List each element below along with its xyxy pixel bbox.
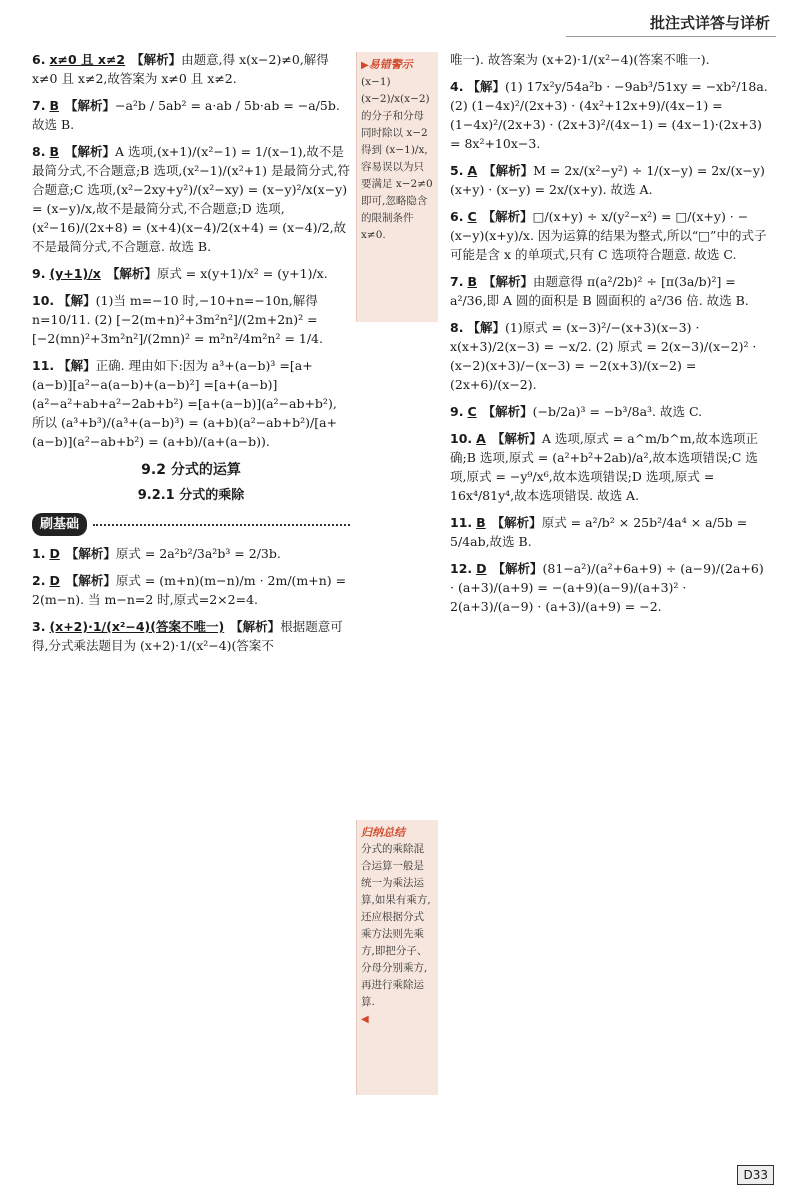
left-item-10: 10. 【解】(1)当 m=−10 时,−10+n=−10n,解得 n=10/11. (2) [−2(m+n)²+3m²n²]/(2m+2n)² = [−2(mn)²+3m²n²]/(2mn)² = m²n²/4m²n² = 1/4.	[32, 293, 323, 346]
sidebar-error-warning-text: (x−1)(x−2)/x(x−2) 的分子和分母同时除以 x−2 得到 (x−1)/x,容易误以为只要满足 x−2≠0 即可,忽略隐含的限制条件 x≠0.	[361, 76, 433, 241]
banner-label: 刷基础	[32, 513, 87, 536]
right-item-7: 7. B 【解析】由题意得 π(a²/2b)² ÷ [π(3a/b)²] = a²/36,即 A 圆的面积是 B 圆面积的 a²/36 倍. 故选 B.	[450, 274, 749, 308]
sidebar-summary-text: 分式的乘除混合运算一般是统一为乘法运算,如果有乘方,还应根据分式乘方法则先乘方,即把分子、分母分别乘方,再进行乘除运算.	[361, 843, 431, 1008]
left-item-6: 6. x≠0 且 x≠2 【解析】由题意,得 x(x−2)≠0,解得 x≠0 且 x≠2,故答案为 x≠0 且 x≠2.	[32, 52, 329, 86]
right-item-4: 4. 【解】(1) 17x²y/54a²b · −9ab³/51xy = −xb²/18a. (2) (1−4x)²/(2x+3) · (4x²+12x+9)/(4x−1) = (1−4x)²/(2x+3) · (2x+3)²/(4x−1) = (4x−1)·(2x+3) = 8x²+10x−3.	[450, 79, 768, 151]
right-item-8: 8. 【解】(1)原式 = (x−3)²/−(x+3)(x−3) · x(x+3)/2(x−3) = −x/2. (2) 原式 = 2(x−3)/(x−2)² · (x−2)(x+3)/−(x−3) = −2(x+3)/(x−2) = (2x+6)/(x−2).	[450, 320, 757, 392]
left-item-11: 11. 【解】正确. 理由如下:因为 a³+(a−b)³ =[a+(a−b)][a²−a(a−b)+(a−b)²] =[a+(a−b)](a²−a²+ab+a²−2ab+b²) =[a+(a−b)](a²−ab+b²), 所以 (a³+b³)/(a³+(a−b)³) = (a+b)(a²−ab+b²)/[a+(a−b)](a²−ab+b²) = (a+b)/(a+(a−b)).	[32, 358, 338, 449]
left-item-7: 7. B 【解析】−a²b / 5ab² = a·ab / 5b·ab = −a/5b. 故选 B.	[32, 98, 340, 132]
left2-item-2: 2. D 【解析】原式 = (m+n)(m−n)/m · 2m/(m+n) = 2(m−n). 当 m−n=2 时,原式=2×2=4.	[32, 573, 347, 607]
left2-item-1: 1. D 【解析】原式 = 2a²b²/3a²b³ = 2/3b.	[32, 546, 281, 561]
banner-shuajichu	[32, 513, 350, 536]
sidebar-summary-title: 归纳总结	[361, 826, 405, 839]
left2-item-3: 3. (x+2)·1/(x²−4)(答案不唯一) 【解析】根据题意可得,分式乘法题目为 (x+2)·1/(x²−4)(答案不	[32, 619, 343, 653]
triangle-marker-icon: ▶	[361, 60, 369, 71]
sidebar-error-warning	[356, 52, 438, 322]
left-item-9: 9. (y+1)/x 【解析】原式 = x(y+1)/x² = (y+1)/x.	[32, 266, 328, 281]
right-item-12: 12. D 【解析】(81−a²)/(a²+6a+9) ÷ (a−9)/(2a+6) · (a+3)/(a+9) = −(a+9)(a−9)/(a+3)² · 2(a+3)/(a−9) · (a+3)/(a+9) = −2.	[450, 561, 764, 614]
section-title: 9.2 分式的运算	[141, 462, 241, 478]
right-column	[450, 50, 770, 624]
triangle-marker-icon: ◀	[361, 1014, 369, 1025]
right-item-6: 6. C 【解析】□/(x+y) ÷ x/(y²−x²) = □/(x+y) · −(x−y)(x+y)/x. 因为运算的结果为整式,所以“□”中的式子可能是含 x 的单项式,只有 C 选项符合题意. 故选 C.	[450, 209, 767, 262]
right-item-9: 9. C 【解析】(−b/2a)³ = −b³/8a³. 故选 C.	[450, 404, 703, 419]
right-item-11: 11. B 【解析】原式 = a²/b² × 25b²/4a⁴ × a/5b = 5/4ab,故选 B.	[450, 515, 748, 549]
sidebar-summary	[356, 820, 438, 1095]
left-item-8: 8. B 【解析】A 选项,(x+1)/(x²−1) = 1/(x−1),故不是最简分式,不合题意;B 选项,(x²−1)/(x²+1) 是最简分式,符合题意;C 选项,(x²−2xy+y²)/(x²−xy) = (x−y)²/x(x−y) = (x−y)/x,故不是最简分式,不合题意;D 选项,(x²−16)/(2x+8) = (x+4)(x−4)/2(x+4) = (x−4)/2,故不是最简分式,不合题意. 故选 B.	[32, 144, 350, 254]
page-header-title: 批注式详答与详析	[649, 14, 770, 32]
banner-dotted-rule	[93, 524, 350, 526]
right-item-3-cont: 唯一). 故答案为 (x+2)·1/(x²−4)(答案不唯一).	[450, 52, 710, 67]
right-item-5: 5. A 【解析】M = 2x/(x²−y²) ÷ 1/(x−y) = 2x/(x−y)(x+y) · (x−y) = 2x/(x+y). 故选 A.	[450, 163, 765, 197]
left-column	[32, 50, 350, 663]
right-item-10: 10. A 【解析】A 选项,原式 = a^m/b^m,故本选项正确;B 选项,原式 = (a²+b²+2ab)/a²,故本选项错误;C 选项,原式 = −y⁹/x⁶,故本选项错误;D 选项,原式 = 16x⁴/81y⁴,故本选项错误. 故选 A.	[450, 431, 759, 503]
header-rule	[566, 36, 776, 37]
subsection-title: 9.2.1 分式的乘除	[137, 488, 245, 503]
page-number: D33	[737, 1165, 774, 1185]
sidebar-error-warning-title: ▶易错警示	[361, 58, 413, 71]
